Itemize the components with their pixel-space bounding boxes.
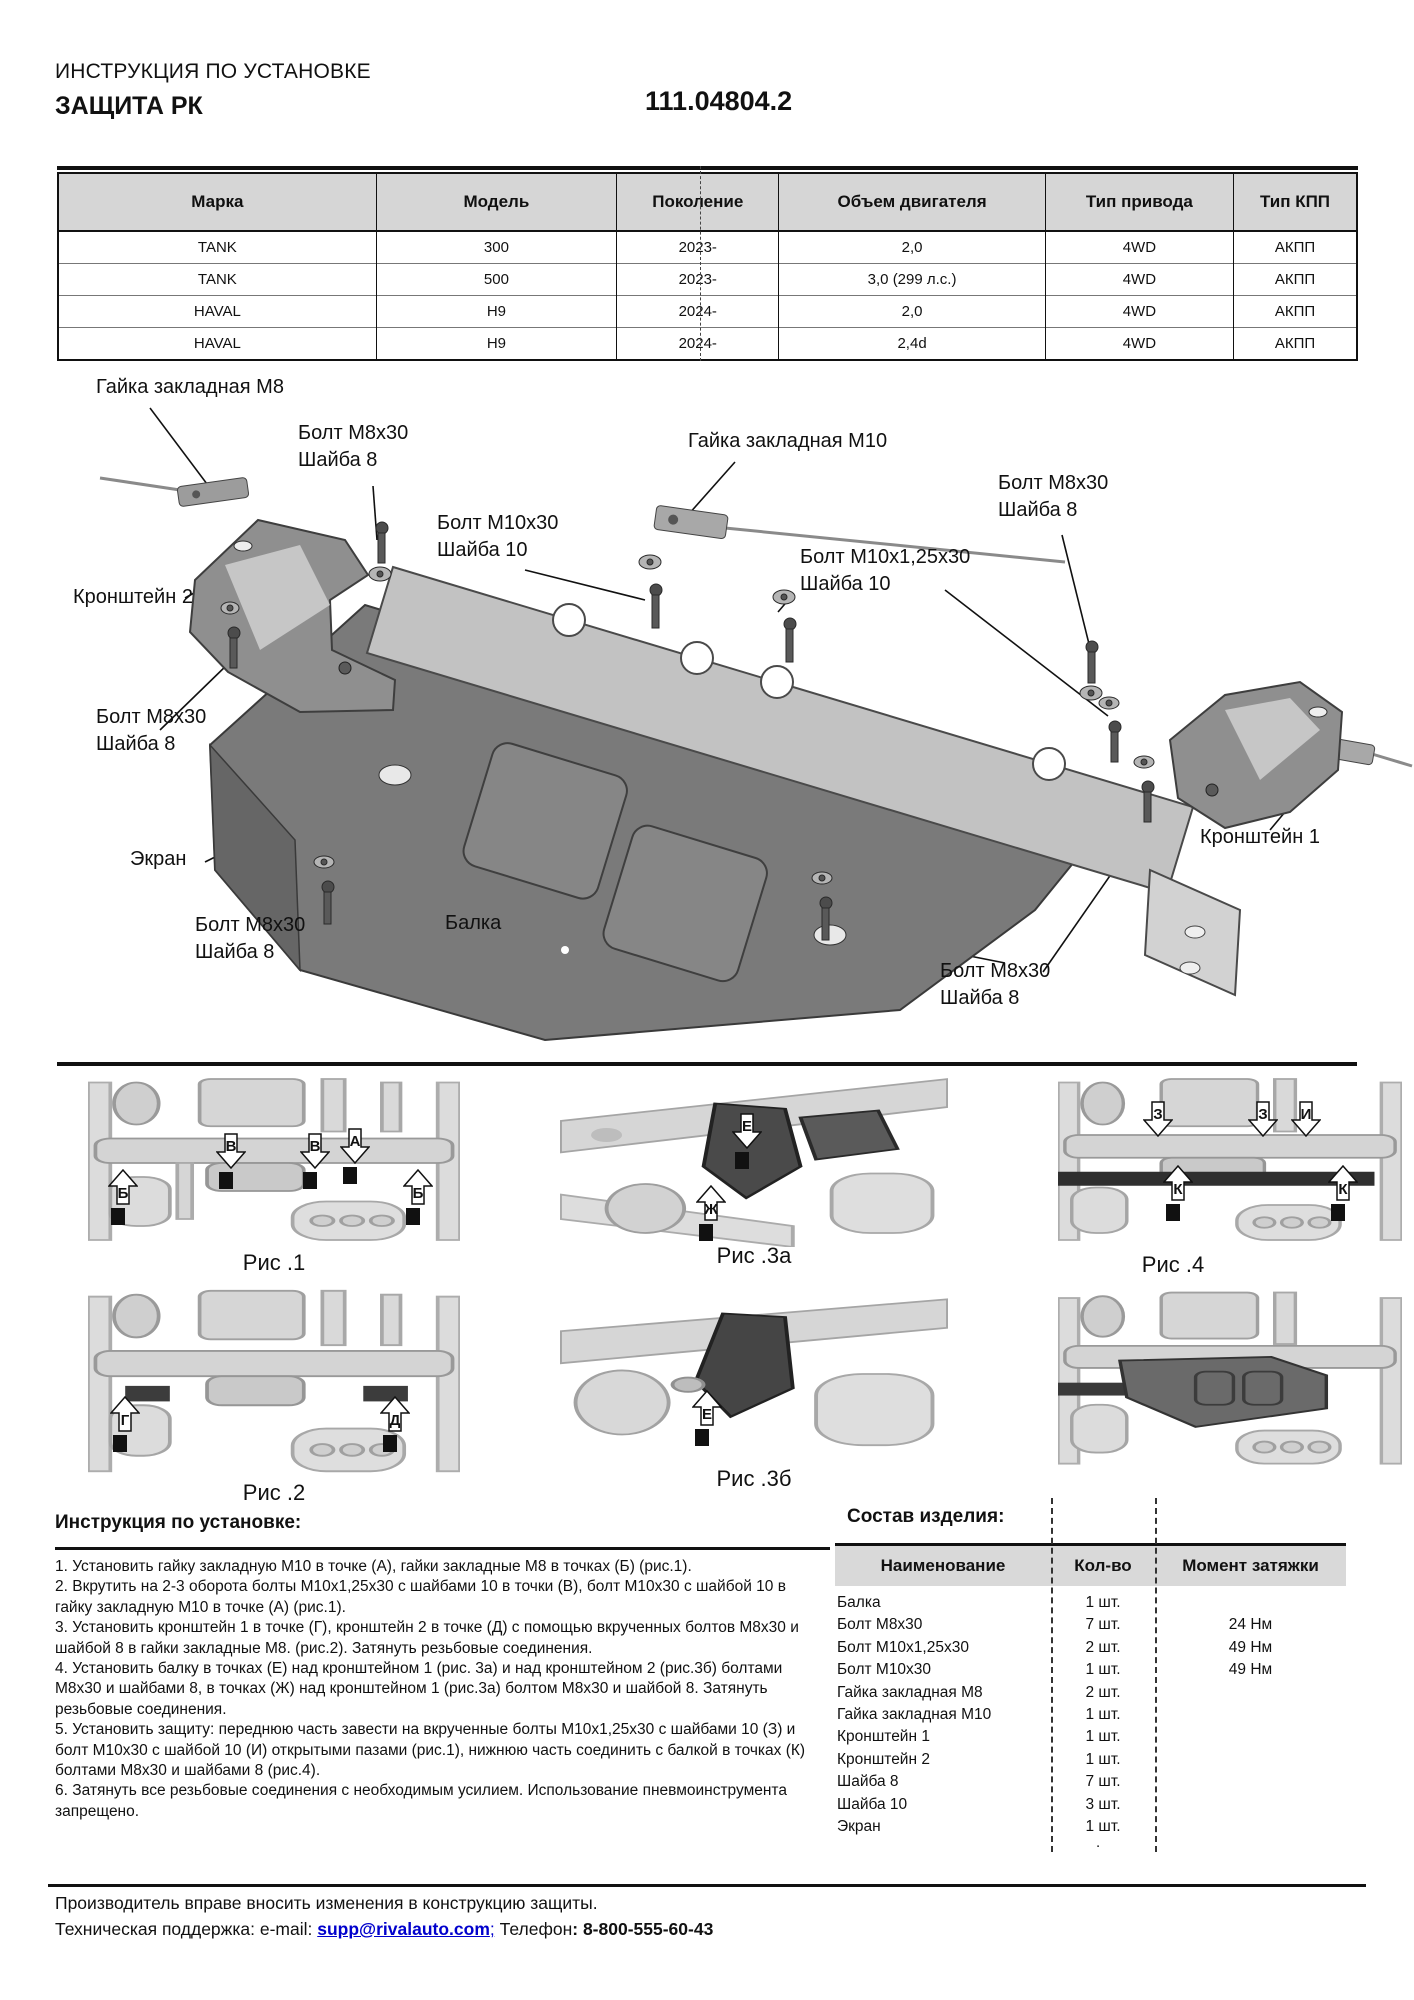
table-row (58, 264, 1357, 296)
phone-label: Телефон (494, 1919, 573, 1939)
cell: 2023- (617, 231, 779, 264)
callout-z1: З (1143, 1100, 1173, 1158)
callout-a: А (340, 1127, 370, 1185)
label-strip-nut-m8: Гайка закладная М8 (96, 376, 284, 398)
figure-4-image (1058, 1072, 1402, 1247)
label-bracket-1: Кронштейн 1 (1200, 826, 1320, 848)
instructions-rule (55, 1547, 830, 1550)
col-header-engine: Объем двигателя (779, 173, 1045, 231)
figure-4-bottom-image (1058, 1287, 1402, 1471)
instructions-title: Инструкция по установке: (55, 1512, 302, 1533)
cell: 2,0 (779, 231, 1045, 264)
cell: H9 (376, 296, 616, 328)
cell: TANK (58, 231, 376, 264)
cell: АКПП (1234, 264, 1357, 296)
callout-b1: Б (108, 1168, 138, 1226)
strip-nut-m8 (100, 477, 249, 507)
parts-col-name: Наименование (880, 1556, 1006, 1575)
parts-dashed-divider-2 (1155, 1498, 1157, 1852)
label-bolt-m8-left: Болт М8х30 Шайба 8 (96, 706, 207, 755)
figure-4-caption: Рис .4 (1141, 1252, 1205, 1277)
support-email-link[interactable]: supp@rivalauto.com (317, 1919, 490, 1939)
cell: 2,4d (779, 328, 1045, 361)
figure-2-image (88, 1285, 460, 1479)
step-1: 1. Установить гайку закладную М10 в точке (А), гайки закладные М8 в точках (Б) (рис.1). (55, 1558, 692, 1575)
section-rule (57, 1062, 1357, 1066)
step-4: 4. Установить балку в точках (Е) над кронштейном 1 (рис. 3а) и над кронштейном 2 (рис.3б) болтами М8х30 и шайбами 8, в точках (Ж) над кронштейном 1 (рис.3а) болтом М8х30 и шайбой 8. Затянуть резьбовые соединения. (55, 1660, 783, 1718)
cell: 3,0 (299 л.с.) (779, 264, 1045, 296)
cell: H9 (376, 328, 616, 361)
parts-header (835, 1546, 1346, 1586)
vehicle-table-header-row (58, 173, 1357, 231)
figure-3b-image (560, 1285, 948, 1463)
table-row (58, 231, 1357, 264)
doc-type-title: ИНСТРУКЦИЯ ПО УСТАНОВКЕ (55, 60, 371, 83)
cell: 2,0 (779, 296, 1045, 328)
vehicle-table-wrap (57, 166, 1358, 361)
parts-row: Гайка закладная М10 1 шт. (837, 1705, 1121, 1723)
callout-v1: В (216, 1132, 246, 1190)
parts-row: Кронштейн 1 1 шт. (837, 1728, 1121, 1746)
col-header-generation: Поколение (617, 173, 779, 231)
callout-zh: Ж (696, 1184, 726, 1242)
figure-3a-caption: Рис .3а (716, 1243, 792, 1268)
cell: 4WD (1045, 231, 1233, 264)
cell: TANK (58, 264, 376, 296)
parts-row: Болт М10х30 1 шт. 49 Нм (837, 1661, 1273, 1679)
label-bolt-m8-right: Болт М8х30 Шайба 8 (998, 472, 1109, 521)
footer-support (55, 1919, 713, 1940)
cell: АКПП (1234, 328, 1357, 361)
col-header-marka: Марка (58, 173, 376, 231)
parts-row: Шайба 10 3 шт. (837, 1795, 1121, 1813)
parts-row: Болт М10х1,25х30 2 шт. 49 Нм (837, 1638, 1273, 1656)
parts-row: Кронштейн 2 1 шт. (837, 1750, 1121, 1768)
parts-list-title: Состав изделия: (847, 1506, 1005, 1527)
part-number: 111.04804.2 (645, 86, 793, 116)
parts-col-torque: Момент затяжки (1182, 1556, 1319, 1575)
cell: 2023- (617, 264, 779, 296)
callout-g: Г (110, 1395, 140, 1453)
cell: 4WD (1045, 264, 1233, 296)
parts-row: Болт М8х30 7 шт. 24 Нм (837, 1616, 1273, 1634)
parts-rows (835, 1592, 1346, 1838)
label-bolt-m10x30: Болт М10х30 Шайба 10 (437, 512, 559, 561)
step-5: 5. Установить защиту: переднюю часть завести на вкрученные болты М10х1,25х30 с шайбами 10 (З) и болт М10х30 с шайбой 10 (И) открытыми пазами (рис.1), нижнюю часть соединить с балкой в точках (К) болтами М8х30 и шайбами 8 (рис.4). (55, 1721, 806, 1780)
figure-3b-caption: Рис .3б (716, 1466, 792, 1491)
footer-disclaimer: Производитель вправе вносить изменения в конструкцию защиты. (55, 1893, 598, 1913)
callout-k1: К (1163, 1164, 1193, 1222)
cell: 2024- (617, 328, 779, 361)
cell: 2024- (617, 296, 779, 328)
callout-e: Е (732, 1112, 762, 1170)
callout-b2: Б (403, 1168, 433, 1226)
cell: 4WD (1045, 296, 1233, 328)
label-strip-nut-m10: Гайка закладная М10 (688, 430, 888, 452)
callout-v2: В (300, 1132, 330, 1190)
cell: 500 (376, 264, 616, 296)
figure-1-caption: Рис .1 (242, 1250, 306, 1275)
cell: HAVAL (58, 296, 376, 328)
cell: АКПП (1234, 296, 1357, 328)
product-title: ЗАЩИТА РК (55, 92, 203, 120)
cell: АКПП (1234, 231, 1357, 264)
table-top-rule (57, 166, 1358, 170)
figure-2-caption: Рис .2 (242, 1480, 306, 1505)
parts-col-qty: Кол-во (1074, 1556, 1132, 1575)
footer-rule (48, 1884, 1366, 1887)
callout-z2: З (1248, 1100, 1278, 1158)
vehicle-table (57, 172, 1358, 361)
callout-k2: К (1328, 1164, 1358, 1222)
instructions-steps (55, 1557, 827, 1822)
figure-3a-image (560, 1072, 948, 1247)
col-header-model: Модель (376, 173, 616, 231)
label-bolt-m8-top: Болт М8х30 Шайба 8 (298, 422, 409, 471)
support-phone: : 8-800-555-60-43 (572, 1919, 714, 1939)
step-6: 6. Затянуть все резьбовые соединения с необходимым усилием. Использование пневмоинструмента запрещено. (55, 1782, 787, 1820)
col-header-drive: Тип привода (1045, 173, 1233, 231)
step-3: 3. Установить кронштейн 1 в точке (Г), кронштейн 2 в точке (Д) с помощью вкрученных болтов М8х30 и шайбой 8 в гайки закладные М8. (рис.2). Затянуть резьбовые соединения. (55, 1619, 799, 1657)
table-row (58, 296, 1357, 328)
label-bolt-m10x125: Болт М10х1,25х30 Шайба 10 (800, 546, 971, 595)
support-prefix: Техническая поддержка: e-mail: (55, 1919, 318, 1939)
cell: 300 (376, 231, 616, 264)
callout-d: Д (380, 1395, 410, 1453)
fold-mark-line (700, 166, 701, 361)
label-bolt-m8-bottom-left: Болт М8х30 Шайба 8 (195, 914, 306, 963)
col-header-gearbox: Тип КПП (1234, 173, 1357, 231)
cell: 4WD (1045, 328, 1233, 361)
label-bolt-m8-bottom-right: Болт М8х30 Шайба 8 (940, 960, 1051, 1009)
bracket-1-part (1170, 682, 1342, 828)
parts-row: Гайка закладная М8 2 шт. (837, 1683, 1121, 1701)
callout-e2: Е (692, 1389, 722, 1447)
label-shield: Экран (130, 848, 187, 870)
callout-i: И (1291, 1100, 1321, 1158)
parts-row: Балка 1 шт. (837, 1594, 1121, 1611)
parts-row: Шайба 8 7 шт. (837, 1773, 1121, 1791)
parts-dashed-divider-1 (1051, 1498, 1053, 1852)
parts-trailing-dot: . (1096, 1834, 1101, 1851)
figure-1-image (88, 1072, 460, 1247)
label-beam: Балка (445, 912, 502, 934)
email-semicolon: ; (489, 1919, 495, 1939)
label-bracket-2: Кронштейн 2 (73, 586, 193, 608)
step-2: 2. Вкрутить на 2-3 оборота болты М10х1,25х30 с шайбами 10 в точки (В), болт М10х30 с шайбой 10 в гайку закладную М10 в точке (А) (рис.1). (55, 1578, 786, 1616)
parts-row: Экран 1 шт. (837, 1817, 1121, 1835)
cell: HAVAL (58, 328, 376, 361)
